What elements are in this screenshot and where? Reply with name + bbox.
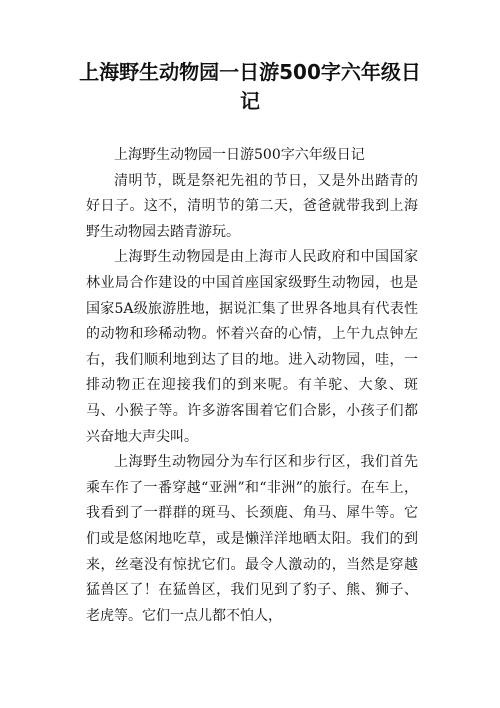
paragraph-zoo-intro: 上海野生动物园是由上海市人民政府和中国国家林业局合作建设的中国首座国家级野生动物园，也是国家5A级旅游胜地，据说汇集了世界各地具有代表性的动物和珍稀动物。怀着兴奋的心情，上午九点钟左右，我们顺利地到达了目的地。进入动物园，哇，一排动物正在迎接我们的到来呢。有羊驼、大象、斑马、小猴子等。许多游客围着它们合影，小孩子们都兴奋地大声尖叫。 xyxy=(86,249,418,445)
paragraph-subtitle: 上海野生动物园一日游500字六年级日记 xyxy=(114,147,365,163)
document-body xyxy=(86,143,418,629)
paragraph-drive-zone: 上海野生动物园分为车行区和步行区，我们首先乘车作了一番穿越“亚洲”和“非洲”的旅行。在车上，我看到了一群群的斑马、长颈鹿、角马、犀牛等。它们或是悠闲地吃草，或是懒洋洋地晒太阳。我们的到来，丝毫没有惊扰它们。最令人激动的，当然是穿越猛兽区了！在猛兽区，我们见到了豹子、熊、狮子、老虎等。它们一点儿都不怕人， xyxy=(86,454,418,624)
document-title: 上海野生动物园一日游500字六年级日记 xyxy=(79,60,421,113)
paragraph-qingming: 清明节，既是祭祀先祖的节日，又是外出踏青的好日子。这不，清明节的第二天，爸爸就带我到上海野生动物园去踏青游玩。 xyxy=(86,172,418,240)
